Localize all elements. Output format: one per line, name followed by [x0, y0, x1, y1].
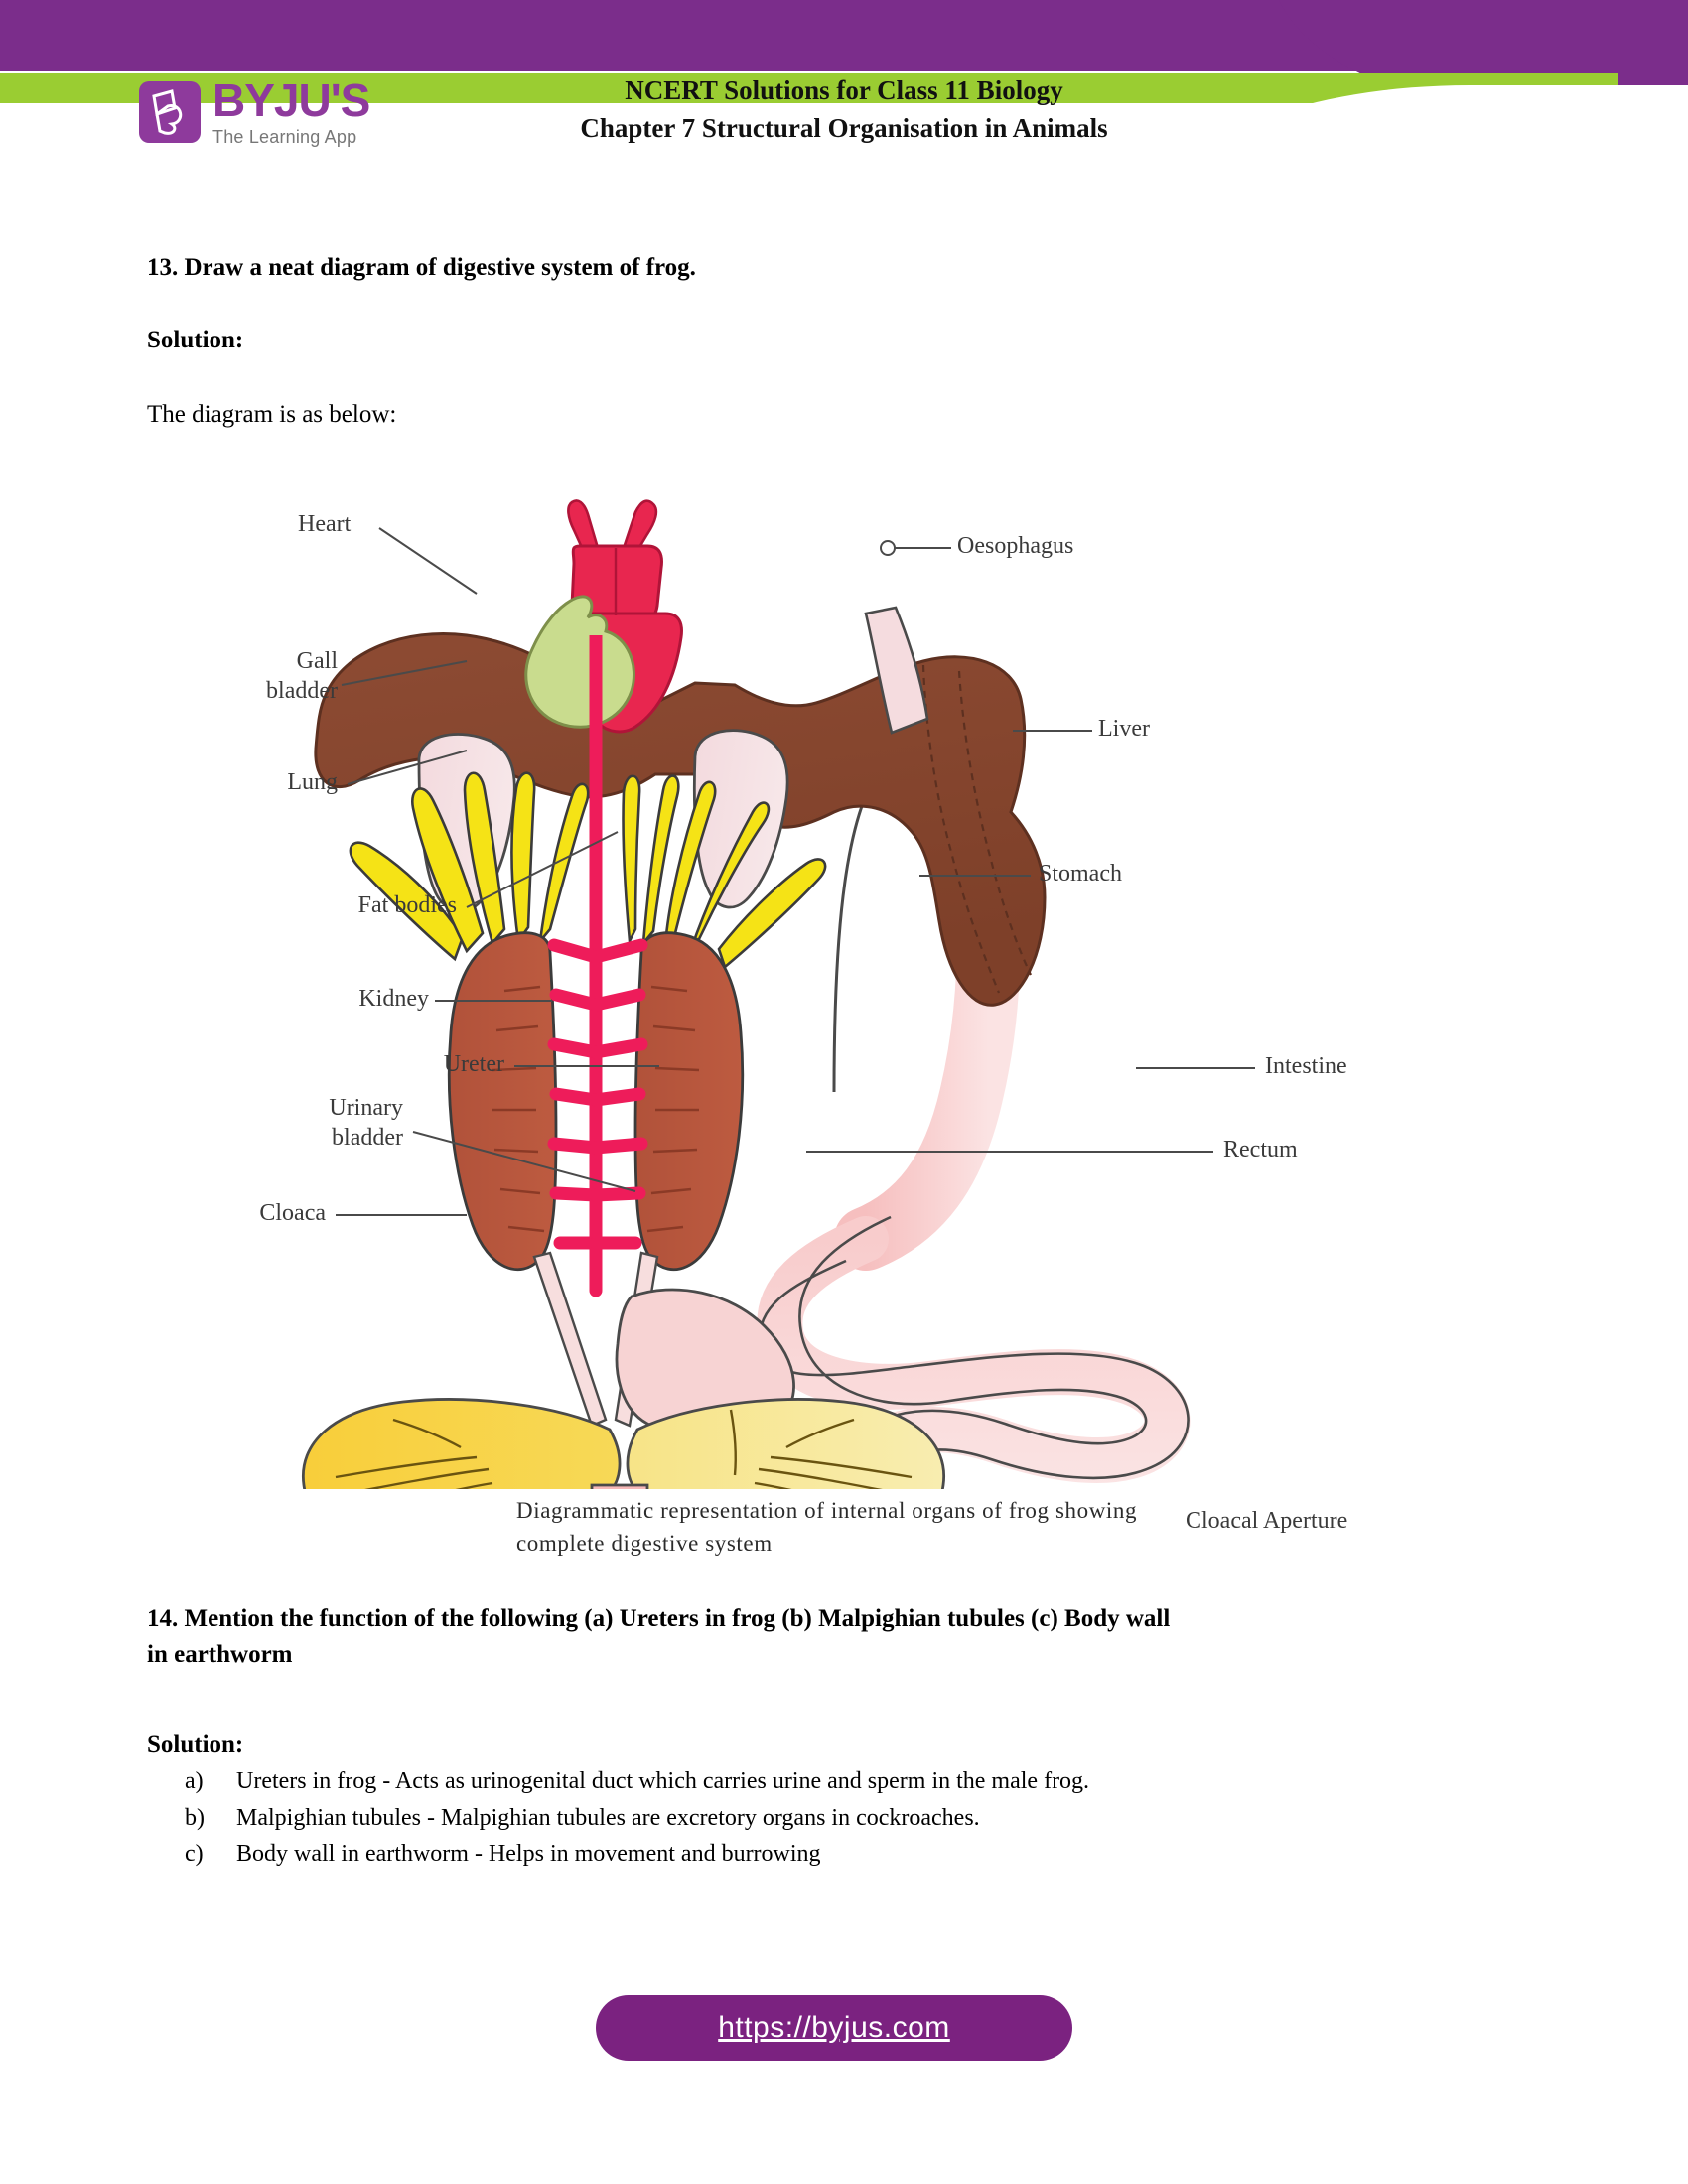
- label-ureter: Ureter: [443, 1051, 504, 1077]
- caption-word: internal: [830, 1498, 906, 1523]
- caption-word: showing: [1055, 1498, 1138, 1523]
- doc-title-line-2: Chapter 7 Structural Organisation in Animals: [580, 113, 1108, 143]
- list-item-marker: c): [185, 1842, 204, 1867]
- byjus-b-logo-icon: [139, 81, 201, 143]
- list-item-marker: b): [185, 1805, 205, 1831]
- label-stomach: Stomach: [1039, 861, 1122, 887]
- label-urinary-bladder-line1: Urinary: [329, 1095, 403, 1121]
- list-item: [185, 1763, 1626, 1800]
- list-item-text: Ureters in frog - Acts as urinogenital duct which carries urine and sperm in the male frog.: [236, 1768, 1090, 1794]
- figure-caption-line-1: [516, 1494, 1519, 1527]
- caption-word: Diagrammatic: [516, 1498, 654, 1523]
- list-item-marker: a): [185, 1768, 204, 1794]
- caption-word: frog: [1008, 1498, 1050, 1523]
- label-oesophagus: Oesophagus: [957, 533, 1074, 559]
- list-item: [185, 1837, 1626, 1873]
- label-gall-bladder-line2: bladder: [266, 678, 338, 704]
- caption-word: organs: [912, 1498, 976, 1523]
- byjus-url-button[interactable]: https://byjus.com: [596, 1995, 1072, 2061]
- label-kidney: Kidney: [358, 986, 429, 1012]
- label-cloacal-aperture: Cloacal Aperture: [1186, 1508, 1348, 1534]
- urinary-bladder-left-lobe: [303, 1400, 620, 1489]
- caption-word: of: [804, 1498, 825, 1523]
- label-heart: Heart: [298, 511, 352, 537]
- byjus-logo: [139, 74, 370, 147]
- caption-word: representation: [660, 1498, 798, 1523]
- question-14-heading-line-2: in earthworm: [147, 1641, 293, 1668]
- list-item-text: Body wall in earthworm - Helps in movement and burrowing: [236, 1842, 821, 1867]
- caption-word: of: [982, 1498, 1003, 1523]
- kidney-right-shape: [635, 933, 743, 1270]
- label-lung: Lung: [287, 769, 338, 795]
- kidney-left-shape: [449, 933, 556, 1270]
- brand-name: BYJU'S: [212, 74, 370, 126]
- figure-caption: [516, 1494, 1519, 1560]
- question-13-heading: 13. Draw a neat diagram of digestive system of frog.: [147, 254, 696, 281]
- label-gall-bladder-line1: Gall: [296, 648, 338, 674]
- question-14-heading-line-1: 14. Mention the function of the following (a) Ureters in frog (b) Malpighian tubules (c) Body wall: [147, 1605, 1171, 1632]
- frog-digestive-system-figure: [139, 496, 1549, 1588]
- brand-tagline: The Learning App: [212, 127, 357, 147]
- list-item: [185, 1800, 1626, 1837]
- label-rectum: Rectum: [1223, 1137, 1298, 1162]
- q13-solution-label: Solution:: [147, 327, 244, 353]
- cloaca-shape: [592, 1485, 647, 1489]
- label-urinary-bladder-line2: bladder: [332, 1125, 403, 1151]
- doc-title-line-1: NCERT Solutions for Class 11 Biology: [625, 75, 1063, 105]
- label-cloaca: Cloaca: [259, 1200, 326, 1226]
- byjus-b-glyph-icon: [148, 88, 192, 136]
- q14-solution-label: Solution:: [147, 1731, 244, 1758]
- label-intestine: Intestine: [1265, 1053, 1347, 1079]
- q14-answer-list: [185, 1763, 1626, 1873]
- q13-intro-text: The diagram is as below:: [147, 401, 397, 428]
- list-item-text: Malpighian tubules - Malpighian tubules are excretory organs in cockroaches.: [236, 1805, 980, 1831]
- label-fat-bodies: Fat bodies: [357, 892, 457, 918]
- figure-caption-line-2: complete digestive system: [516, 1531, 773, 1556]
- label-liver: Liver: [1098, 716, 1150, 742]
